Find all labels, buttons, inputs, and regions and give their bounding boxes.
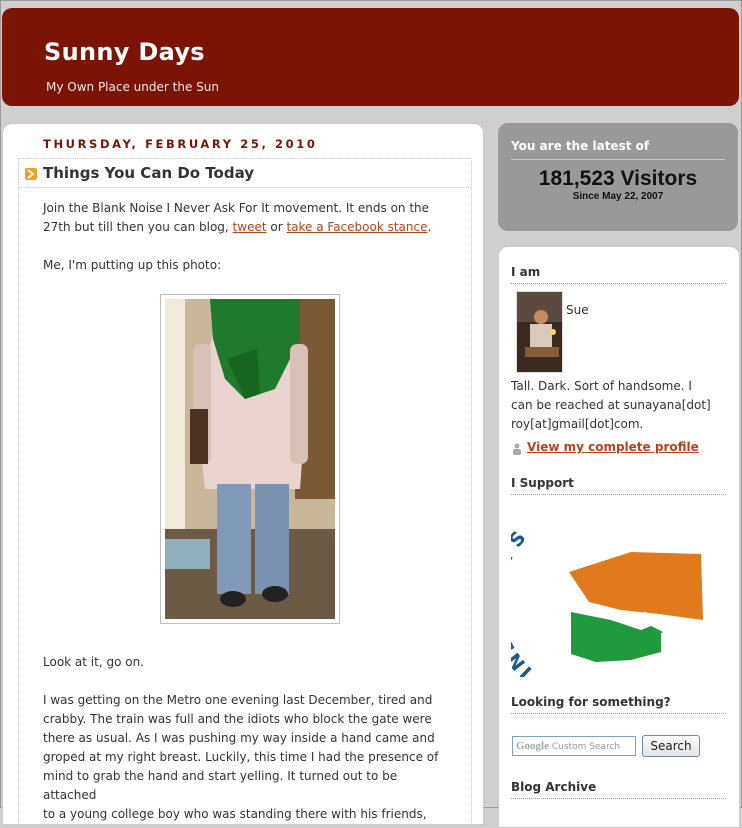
post-paragraph-2: Me, I'm putting up this photo: (43, 258, 222, 272)
support-heading: I Support (511, 476, 574, 490)
blog-title[interactable]: Sunny Days (44, 38, 205, 66)
post-paragraph-3: Look at it, go on. (43, 655, 144, 669)
person-icon (512, 440, 522, 452)
tweet-link[interactable]: tweet (232, 220, 267, 234)
view-profile-link[interactable]: View my complete profile (527, 440, 699, 454)
main-column (2, 123, 484, 825)
p4-line: mind to grab the hand and start yelling. It turned out to be attached (43, 769, 398, 802)
p1-line-a: Join the Blank Noise I Never Ask For It movement. It ends on the (43, 201, 430, 215)
visitor-count: 181,523 Visitors (538, 167, 698, 190)
visitor-counter (498, 123, 738, 231)
visitor-label: You are the latest of (511, 139, 650, 153)
sidebar (498, 246, 740, 828)
search-input[interactable] (512, 736, 636, 756)
post-photo (165, 299, 335, 619)
looking-rule (511, 713, 726, 714)
p4-line: groped at my right breast. Luckily, this time I had the presence of (43, 750, 439, 764)
support-rule (511, 494, 726, 495)
visitor-since: Since May 22, 2007 (572, 191, 664, 202)
p4-line: there as usual. As I was pushing my way inside a hand came and (43, 731, 435, 745)
search-brand: Google (516, 740, 549, 752)
svg-text:INDIAHELPS (511, 526, 536, 677)
blog-tagline: My Own Place under the Sun (46, 80, 219, 94)
blog-header (2, 8, 739, 106)
india-helps-logo[interactable] (511, 502, 711, 677)
post-date: THURSDAY, FEBRUARY 25, 2010 (43, 137, 318, 151)
post (18, 158, 472, 825)
profile-bio (511, 377, 711, 434)
india-helps-text: I (514, 660, 537, 677)
post-photo-frame[interactable] (160, 294, 340, 624)
archive-heading: Blog Archive (511, 780, 597, 794)
post-paragraph-1 (43, 199, 453, 237)
facebook-stance-link[interactable]: take a Facebook stance (286, 220, 428, 234)
arrow-right-icon (25, 168, 37, 180)
post-title-row (19, 159, 471, 188)
p4-line: to a young college boy who was standing there with his friends, (43, 807, 427, 821)
post-title[interactable]: Things You Can Do Today (43, 164, 255, 182)
bio-line: roy[at]gmail[dot]com. (511, 417, 644, 431)
profile-name: Sue (566, 303, 589, 317)
p1-text: 27th but till then you can blog, (43, 220, 233, 234)
p4-line: crabby. The train was full and the idiots who block the gate were (43, 712, 432, 726)
p1-end: . (427, 220, 432, 234)
bio-line: Tall. Dark. Sort of handsome. I (511, 379, 692, 393)
post-paragraph-4 (43, 691, 453, 824)
p4-line: I was getting on the Metro one evening last December, tired and (43, 693, 433, 707)
p1-line-b (43, 218, 453, 237)
iam-rule (511, 283, 726, 284)
search-placeholder: Custom Search (551, 742, 621, 752)
iam-heading: I am (511, 265, 541, 279)
visitor-divider (511, 159, 725, 160)
p1-mid: or (266, 220, 287, 234)
bio-line: can be reached at sunayana[dot] (511, 398, 711, 412)
search-button[interactable]: Search (642, 735, 700, 757)
archive-rule (511, 798, 726, 799)
looking-heading: Looking for something? (511, 695, 671, 709)
avatar[interactable] (516, 291, 563, 373)
